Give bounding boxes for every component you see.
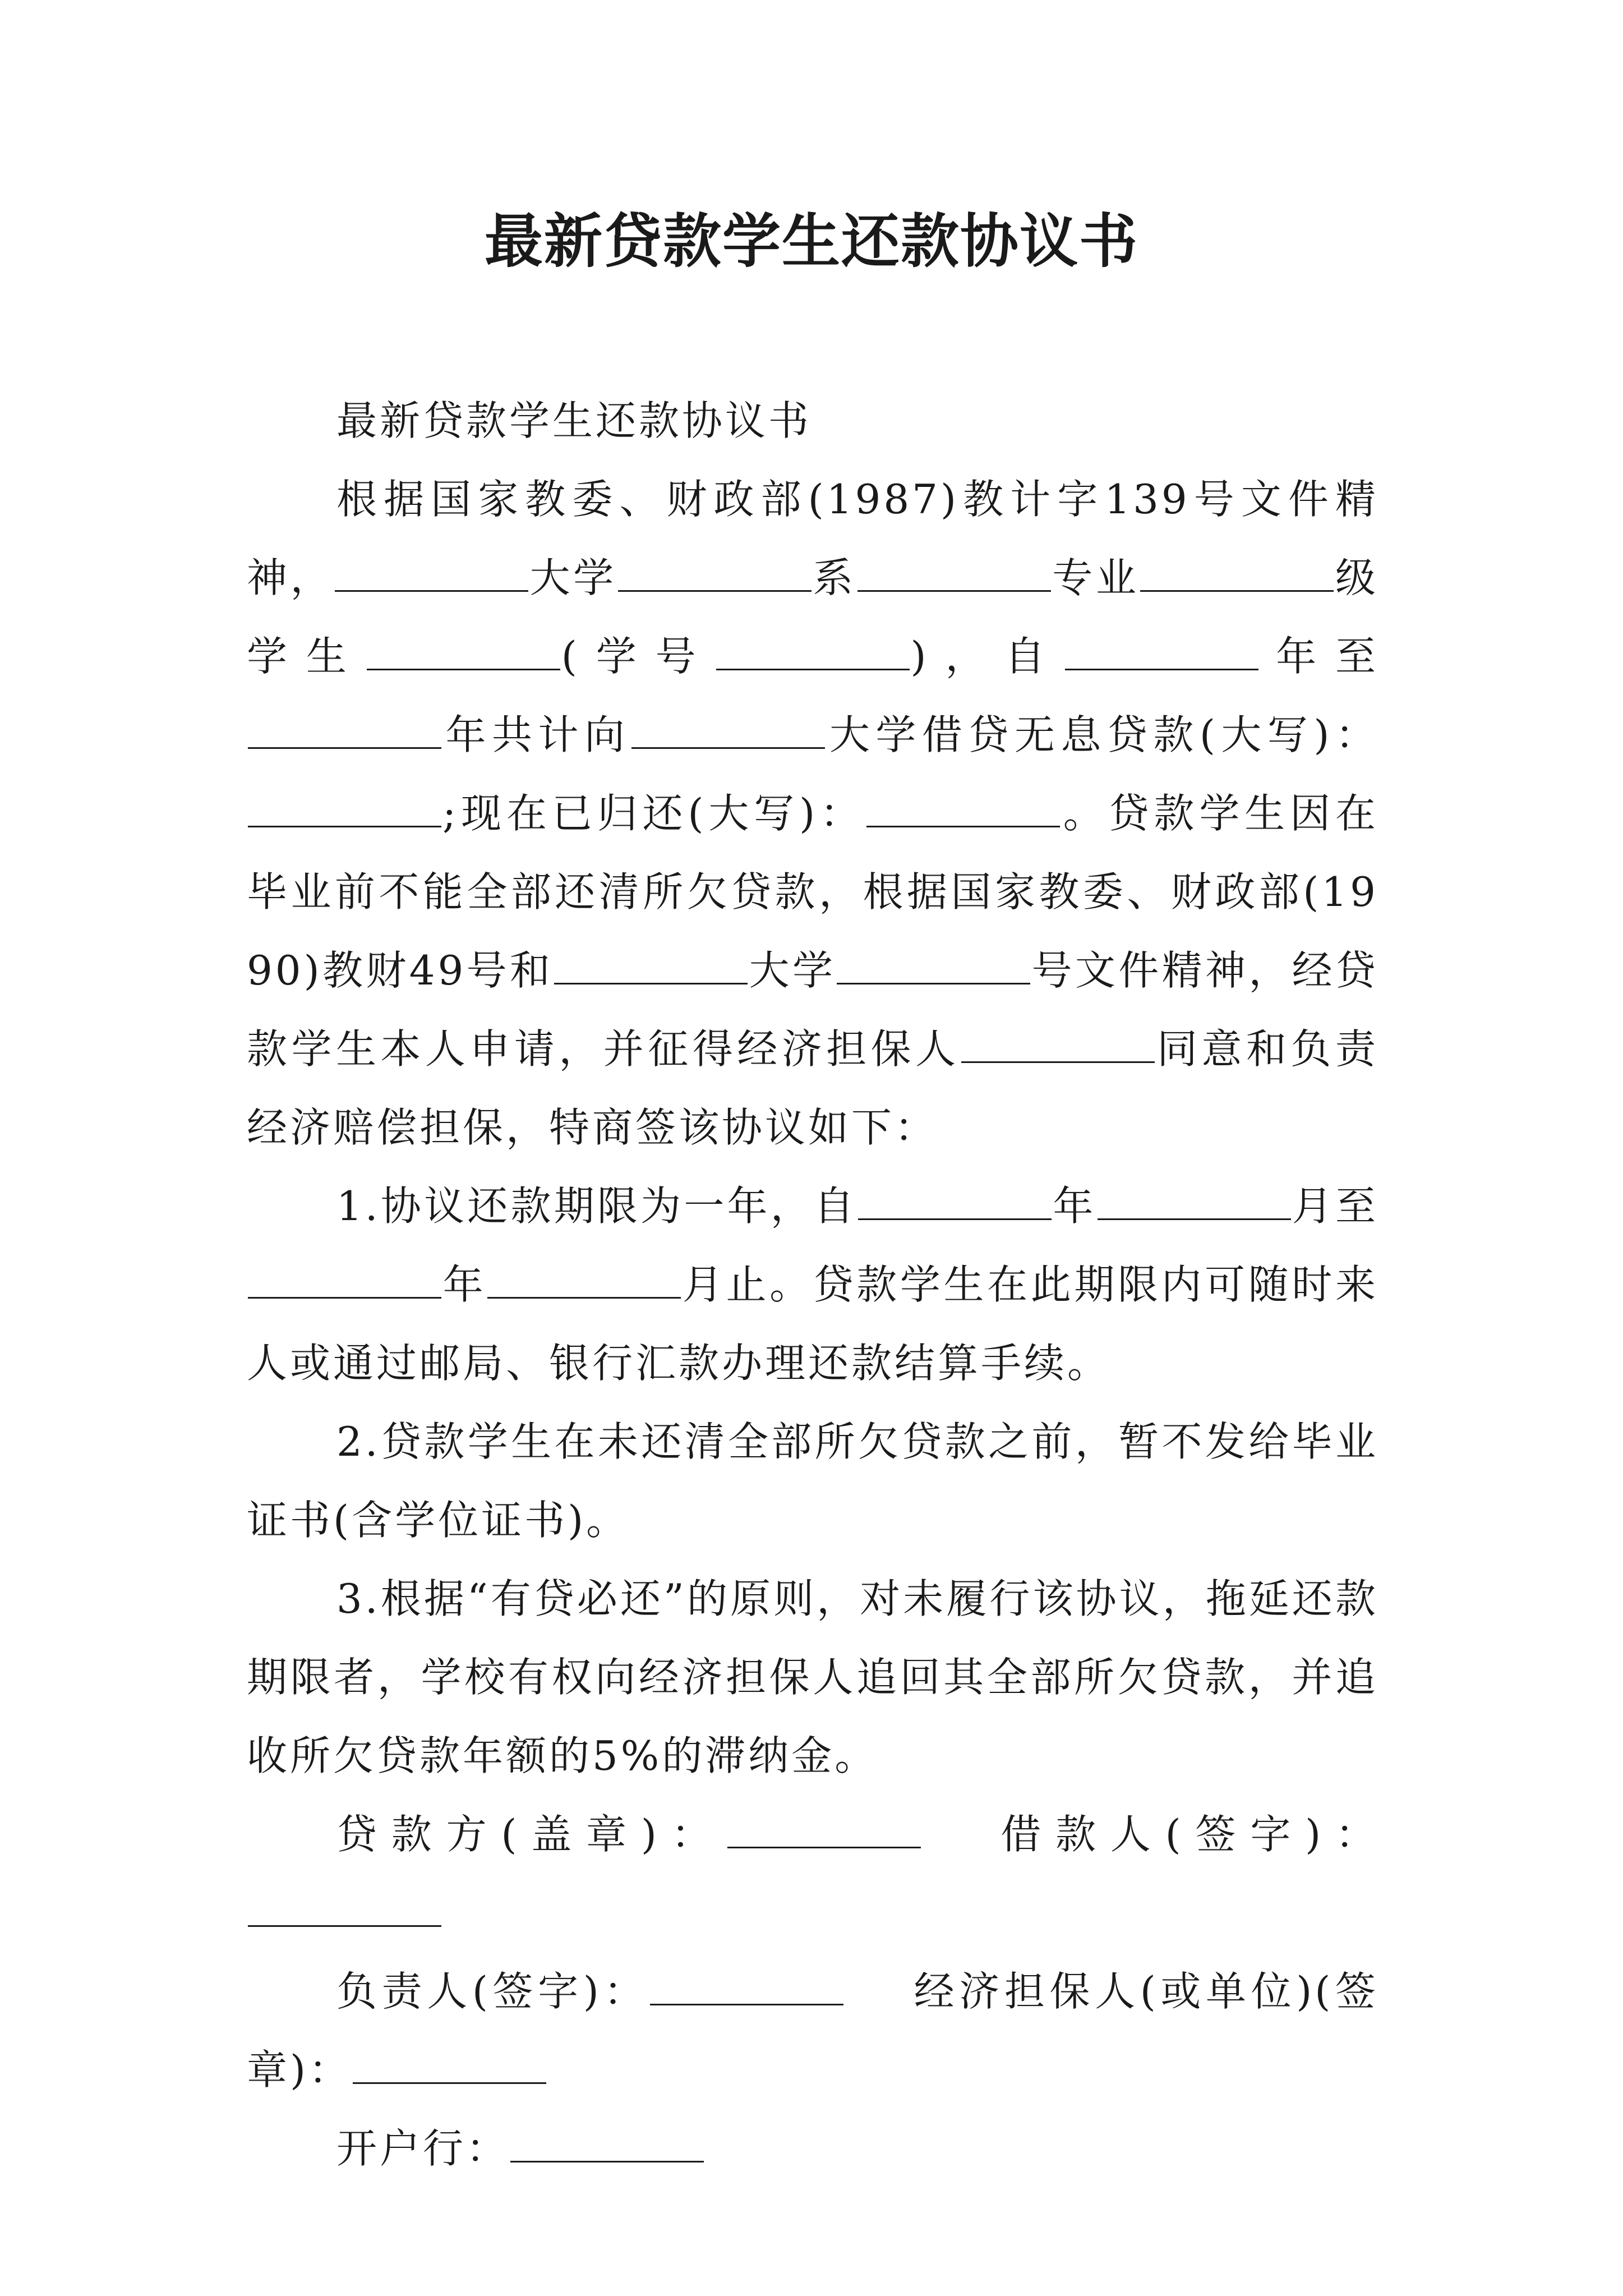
text-segment: 级学生 xyxy=(247,554,1378,680)
text-segment: 专业 xyxy=(1052,554,1140,601)
borrower-signature-blank xyxy=(248,1923,441,1927)
fill-blank-from-year xyxy=(858,1216,1052,1220)
fill-blank-from-month xyxy=(1098,1216,1291,1220)
fill-blank-university-2 xyxy=(554,981,748,984)
bank-label: 开户行： xyxy=(336,2125,510,2172)
text-segment: 年 xyxy=(1053,1182,1096,1230)
signature-line-2 xyxy=(247,1952,1378,2109)
guarantor-signature-label: 经济担保人(或单位)(签章)： xyxy=(247,1968,1378,2093)
lender-seal-label: 贷款方(盖章)： xyxy=(336,1811,726,1858)
borrower-signature-label: 借款人(签字)： xyxy=(989,1811,1378,1858)
text-segment: (学号 xyxy=(561,633,715,680)
fill-blank-grade xyxy=(1140,588,1334,592)
text-segment: 同意和负责经济赔偿担保，特商签该协议如下： xyxy=(247,1025,1378,1151)
lender-seal-blank xyxy=(727,1844,921,1848)
fill-blank-student-id xyxy=(716,666,910,670)
text-segment: 年 xyxy=(442,1261,487,1308)
subtitle: 最新贷款学生还款协议书 xyxy=(336,397,812,444)
text-segment: 。贷款学生因在毕业前不能全部还清所欠贷款，根据国家教委、财政部(1990)教财49号和 xyxy=(247,790,1378,994)
fill-blank-end-year xyxy=(248,745,441,749)
text-segment: 1.协议还款期限为一年，自 xyxy=(336,1182,857,1230)
fill-blank-repaid-amount xyxy=(866,823,1060,827)
clause-1 xyxy=(247,1167,1378,1402)
fill-blank-guarantor xyxy=(961,1059,1155,1063)
text-segment: 系 xyxy=(812,554,856,601)
text-segment: 月止。贷款学生在此期限内可随时来人或通过邮局、银行汇款办理还款结算手续。 xyxy=(247,1261,1378,1387)
fill-blank-student-name xyxy=(367,666,560,670)
fill-blank-lending-university xyxy=(631,745,825,749)
fill-blank-to-month xyxy=(487,1295,681,1299)
text-segment: 号文件精神，经贷款学生本人申请，并征得经济担保人 xyxy=(247,947,1378,1073)
fill-blank-department xyxy=(618,588,811,592)
document-body xyxy=(247,381,1378,2188)
signature-line-3 xyxy=(247,2109,1378,2188)
preamble-paragraph xyxy=(247,460,1378,1167)
responsible-signature-label: 负责人(签字)： xyxy=(336,1968,649,2015)
fill-blank-start-year xyxy=(1065,666,1258,670)
text-segment: 大学借贷无息贷款(大写)： xyxy=(826,711,1378,758)
text-segment: )，自 xyxy=(910,633,1064,680)
responsible-signature-blank xyxy=(650,2001,843,2005)
text-segment: 年至 xyxy=(1260,633,1378,680)
text-segment: 根据国家教委、财政部(1987)教计字139号文件精神， xyxy=(247,476,1378,601)
bank-blank xyxy=(510,2159,704,2162)
document-title: 最新贷款学生还款协议书 xyxy=(484,206,1138,275)
signature-line-1 xyxy=(247,1795,1378,1952)
clause-3: 3.根据“有贷必还”的原则，对未履行该协议，拖延还款期限者，学校有权向经济担保人追回其全部所欠贷款，并追收所欠贷款年额的5%的滞纳金。 xyxy=(247,1575,1378,1779)
text-segment: 大学 xyxy=(529,554,617,601)
guarantor-signature-blank xyxy=(353,2080,546,2084)
fill-blank-major xyxy=(857,588,1051,592)
text-segment: 月至 xyxy=(1292,1182,1378,1230)
text-segment: ;现在已归还(大写)： xyxy=(442,790,865,837)
fill-blank-university xyxy=(335,588,528,592)
fill-blank-document-number xyxy=(837,981,1030,984)
fill-blank-to-year xyxy=(248,1295,441,1299)
text-segment: 大学 xyxy=(749,947,836,994)
clause-2: 2.贷款学生在未还清全部所欠贷款之前，暂不发给毕业证书(含学位证书)。 xyxy=(247,1418,1378,1544)
fill-blank-loan-amount xyxy=(248,823,441,827)
text-segment: 年共计向 xyxy=(442,711,631,758)
